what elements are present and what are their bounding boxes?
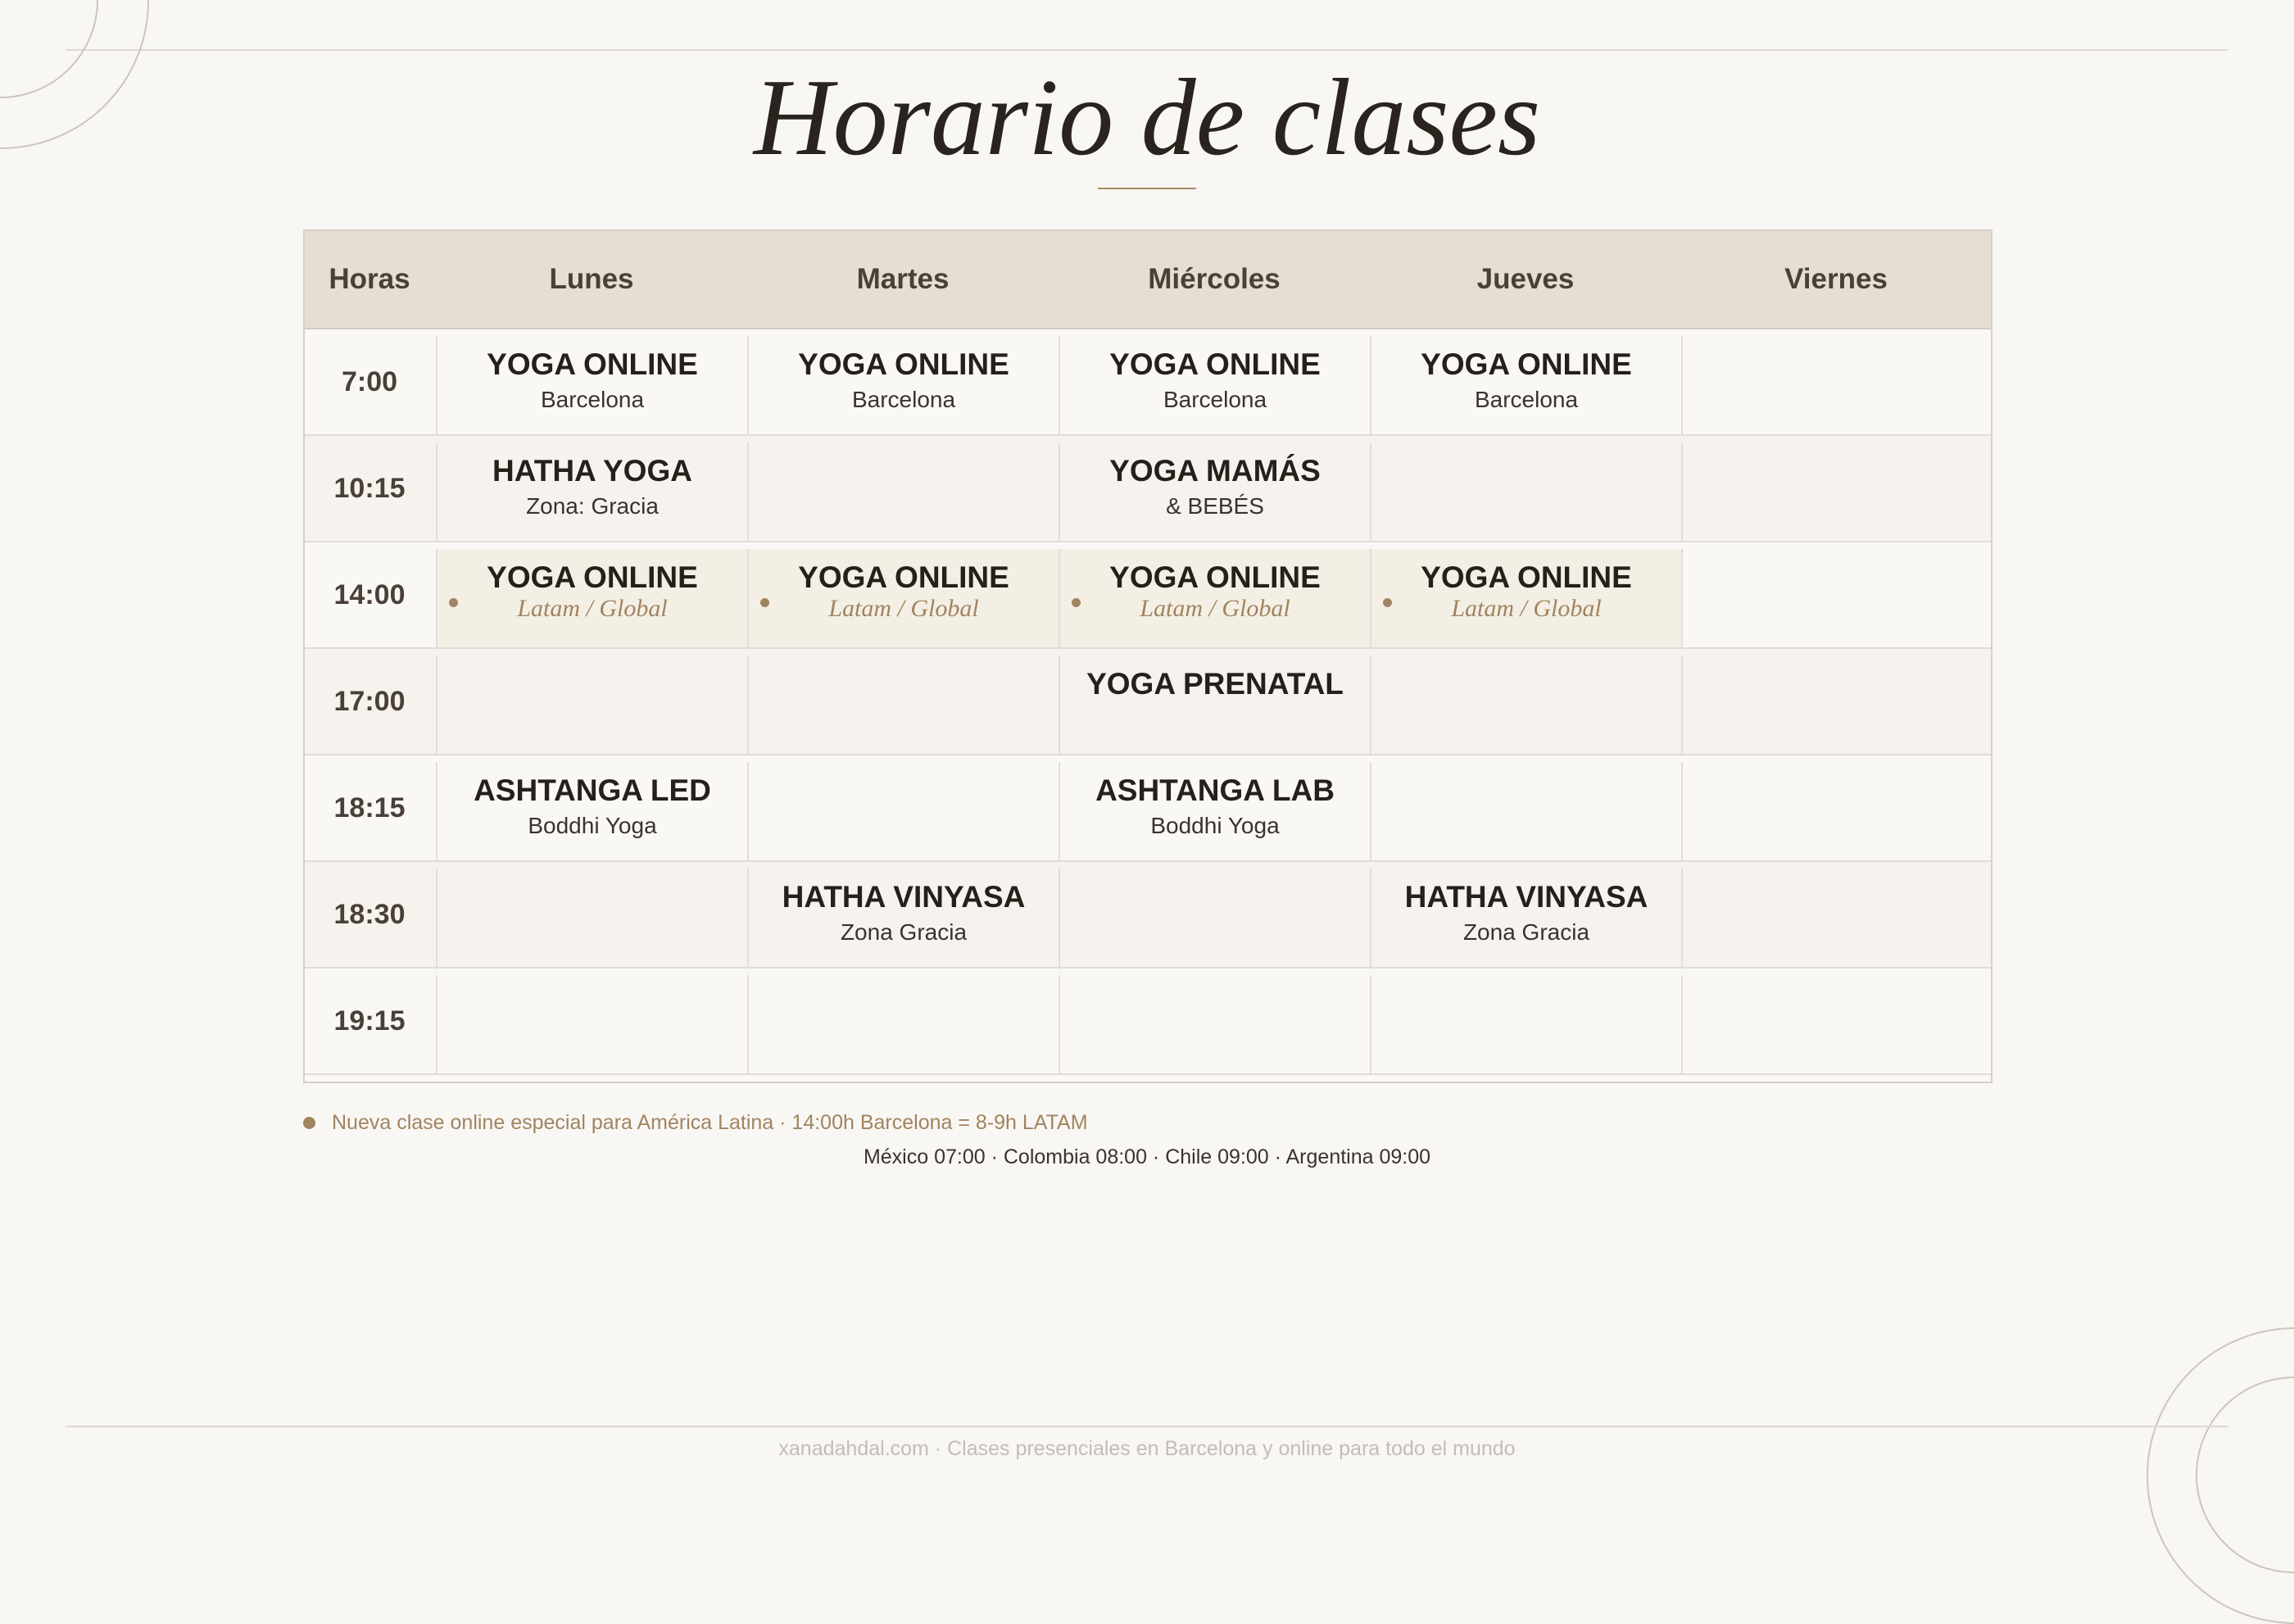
class-location: Latam / Global [1451, 595, 1602, 622]
class-cell-thursday [1370, 442, 1681, 541]
class-location: Zona: Gracia [526, 493, 659, 519]
time-slot: 18:15 [333, 792, 406, 823]
class-cell-thursday [1370, 869, 1681, 967]
table-row [305, 542, 1991, 649]
class-cell-thursday [1370, 549, 1681, 647]
class-cell-monday [436, 869, 747, 967]
class-name: YOGA ONLINE [1109, 560, 1321, 594]
class-cell-wednesday [1059, 975, 1370, 1073]
class-name: YOGA MAMÁS [1109, 454, 1321, 488]
class-cell-tuesday [747, 442, 1059, 541]
time-slot: 19:15 [333, 1005, 406, 1037]
class-location: Latam / Global [1140, 595, 1290, 622]
class-location: Zona Gracia [1462, 919, 1590, 945]
class-name: ASHTANGA LED [474, 773, 711, 807]
class-location: Latam / Global [517, 595, 668, 622]
footer-text: xanadahdal.com · Clases presenciales en Barcelona y online para todo el mundo [778, 1437, 1516, 1460]
online-dot-icon [1072, 598, 1081, 607]
class-cell-monday [436, 655, 747, 754]
class-cell-monday [436, 549, 747, 647]
class-location: Barcelona [540, 387, 645, 412]
latam-note [303, 1111, 1088, 1135]
time-slot: 14:00 [333, 578, 406, 610]
bottom-divider [66, 1426, 2228, 1427]
class-cell-wednesday [1059, 762, 1370, 860]
top-divider [66, 49, 2228, 51]
class-cell-wednesday [1059, 549, 1370, 647]
class-cell-wednesday [1059, 442, 1370, 541]
class-cell-thursday [1370, 762, 1681, 860]
column-header-monday: Lunes [549, 263, 634, 295]
note-bullet-icon [303, 1117, 315, 1129]
note-text: Nueva clase online especial para América Latina · 14:00h Barcelona = 8-9h LATAM [332, 1111, 1088, 1134]
class-cell-wednesday [1059, 869, 1370, 967]
class-location: Boddhi Yoga [528, 813, 657, 838]
class-cell-friday [1681, 336, 1991, 434]
class-name: YOGA ONLINE [487, 560, 698, 594]
time-slot: 17:00 [333, 685, 406, 717]
class-cell-thursday [1370, 975, 1681, 1073]
column-header-wednesday: Miércoles [1148, 263, 1281, 295]
page-title: Horario de clases [753, 57, 1541, 178]
class-cell-thursday [1370, 336, 1681, 434]
class-location: Boddhi Yoga [1150, 813, 1280, 838]
class-location: Barcelona [1474, 387, 1579, 412]
class-cell-wednesday [1059, 655, 1370, 754]
class-cell-tuesday [747, 762, 1059, 860]
class-name: HATHA YOGA [492, 454, 692, 488]
table-row [305, 329, 1991, 436]
class-cell-tuesday [747, 655, 1059, 754]
class-name: YOGA ONLINE [798, 347, 1009, 381]
online-dot-icon [760, 598, 769, 607]
class-cell-wednesday [1059, 336, 1370, 434]
class-cell-friday [1681, 869, 1991, 967]
column-header-hours: Horas [329, 263, 410, 295]
class-cell-friday [1681, 442, 1991, 541]
class-cell-thursday [1370, 655, 1681, 754]
class-cell-tuesday [747, 336, 1059, 434]
class-location: Barcelona [1163, 387, 1267, 412]
column-header-tuesday: Martes [856, 263, 950, 295]
class-name: YOGA ONLINE [487, 347, 698, 381]
table-row [305, 862, 1991, 969]
class-cell-monday [436, 762, 747, 860]
class-cell-friday [1681, 762, 1991, 860]
class-name: YOGA ONLINE [1109, 347, 1321, 381]
table-row [305, 969, 1991, 1075]
online-dot-icon [1383, 598, 1392, 607]
column-header-friday: Viernes [1784, 263, 1888, 295]
class-name: HATHA VINYASA [782, 880, 1026, 914]
class-location: Barcelona [851, 387, 956, 412]
schedule-table [303, 229, 1993, 1083]
table-row [305, 649, 1991, 755]
class-cell-tuesday [747, 549, 1059, 647]
table-header [305, 231, 1991, 329]
time-slot: 7:00 [341, 365, 398, 397]
class-cell-monday [436, 336, 747, 434]
class-name: HATHA VINYASA [1404, 880, 1648, 914]
class-name: YOGA ONLINE [1421, 560, 1632, 594]
class-cell-monday [436, 442, 747, 541]
table-row [305, 755, 1991, 862]
class-name: YOGA PRENATAL [1086, 667, 1344, 701]
class-name: YOGA ONLINE [798, 560, 1009, 594]
class-location: Latam / Global [828, 595, 979, 622]
title-underline [1098, 188, 1196, 189]
online-dot-icon [449, 598, 458, 607]
class-location: & BEBÉS [1166, 493, 1264, 519]
column-header-thursday: Jueves [1476, 263, 1575, 295]
time-slot: 10:15 [333, 472, 406, 504]
time-slot: 18:30 [333, 898, 406, 930]
class-cell-friday [1681, 655, 1991, 754]
class-cell-friday [1681, 549, 1991, 647]
class-location: Zona Gracia [840, 919, 968, 945]
class-cell-monday [436, 975, 747, 1073]
table-row [305, 436, 1991, 542]
class-name: ASHTANGA LAB [1095, 773, 1335, 807]
class-cell-tuesday [747, 975, 1059, 1073]
class-cell-tuesday [747, 869, 1059, 967]
class-cell-friday [1681, 975, 1991, 1073]
timezone-conversions: México 07:00 · Colombia 08:00 · Chile 09:00 · Argentina 09:00 [863, 1145, 1431, 1168]
class-name: YOGA ONLINE [1421, 347, 1632, 381]
